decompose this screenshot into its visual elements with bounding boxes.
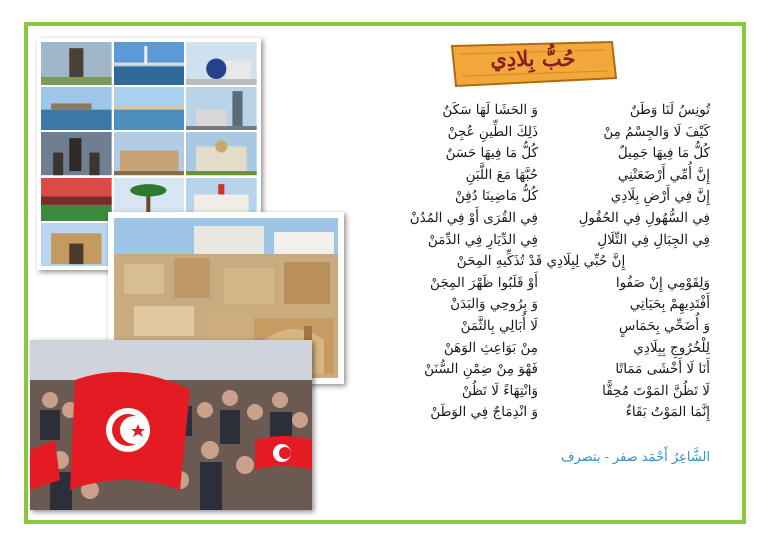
- fort-tile: [114, 132, 185, 175]
- poem-line: [372, 230, 710, 252]
- hemistich-first: فِي السُّهُولِ فِي الحُقُولِ: [578, 209, 710, 226]
- coast-tile: [114, 87, 185, 130]
- author-name: الشَّاعِرُ أَحْمَد صفر: [612, 450, 710, 465]
- hemistich-first: كَيْفَ لَا وَالجِسْمُ مِنْ: [603, 123, 710, 140]
- hemistich-second: فِي الدِّيَارِ فِي الدِّمَنْ: [427, 231, 538, 248]
- hemistich-first: إِنَّمَا المَوْتُ بَقَاءٌ: [625, 404, 710, 421]
- kasbah-tile: [186, 132, 257, 175]
- poem-line: [372, 359, 710, 381]
- poem-line: [372, 402, 710, 424]
- poem-line: [372, 338, 710, 360]
- hemistich-first: إِنَّ أُمِّي أَرْضَعَتْنِي: [617, 166, 710, 183]
- hemistich-second: فِي القُرَى أَوْ فِي المُدُنْ: [409, 209, 538, 226]
- hemistich-first: إِنَّ فِي أَرْضِ بِلَادِي: [610, 188, 710, 205]
- hemistich-second: وَ بِرُوحِي وَالبَدَنْ: [450, 296, 538, 313]
- hemistich-second: مِنْ بَوَاعِثِ الوَهَنْ: [443, 339, 538, 356]
- poem-line: [372, 100, 710, 122]
- poem-line: [372, 273, 710, 295]
- harbor-tile: [41, 87, 112, 130]
- hemistich-second: كُلُّ مَا فِيهَا حَسَنٌ: [445, 145, 538, 162]
- hemistich-second: كُلُّ مَاضِينَا دُفِنْ: [454, 188, 538, 205]
- hemistich-first: لَا تَظُنَّ المَوْتَ مُحِقًّا: [602, 382, 710, 399]
- museum-tile: [186, 42, 257, 85]
- gate-tile: [41, 223, 112, 266]
- hemistich-first: لِلْخُرُوجِ بِبِلَادِي: [633, 339, 710, 356]
- title-board: [448, 40, 618, 88]
- poem-line: [372, 186, 710, 208]
- hemistich-second: وَ انْدِمَاجٌ فِي الوَطَنْ: [430, 404, 538, 421]
- adaptation-note: بتصرف: [561, 450, 601, 465]
- skyline-tile: [186, 87, 257, 130]
- poem-author-credit: [530, 450, 710, 465]
- poem-stanza-1: [372, 100, 710, 251]
- hemistich-second: أَوْ قَلَبُوا ظَهْرَ المِجَنْ: [430, 274, 538, 291]
- hemistich-first: أَفْتَدِيهِمْ بِحَيَاتِي: [629, 296, 710, 313]
- hemistich-first: وَلِقَوْمِي إِنْ صَفُوا: [615, 274, 710, 291]
- hemistich-second: وَ الحَشَا لَهَا سَكَنٌ: [442, 102, 538, 118]
- poem-line: [372, 381, 710, 403]
- hemistich-second: حُبَّهَا مَعَ اللَّبَنِ: [465, 166, 538, 183]
- hemistich-first: أَنَا لَا أَخْشَى مَمَاتًا: [615, 361, 710, 378]
- hemistich-second: ذَلِكَ الطِّينِ عُجِنْ: [447, 123, 538, 140]
- crowd-with-flags-photo: [30, 340, 312, 510]
- poem-line: [372, 294, 710, 316]
- hemistich-second: فَهْوَ مِنْ ضِمْنِ السُّنَنْ: [424, 361, 538, 378]
- hemistich-first: فِي الجِبَالِ فِي التِّلَالِ: [597, 231, 710, 248]
- minaret-tile: [41, 132, 112, 175]
- statue-tile: [41, 42, 112, 85]
- poem-line: [372, 122, 710, 144]
- hemistich-second: لَا أُبَالِي بِالثَّمَنْ: [460, 317, 538, 334]
- poem-title: حُبُّ بِلادِي: [490, 46, 576, 71]
- stadium-tile: [41, 178, 112, 221]
- poem-line: [372, 208, 710, 230]
- poem-line: [372, 316, 710, 338]
- hemistich-first: تُونِسُ لَنَا وَطَنٌ: [629, 102, 710, 118]
- poem-stanza-2: [372, 273, 710, 424]
- poem-line: [372, 143, 710, 165]
- poem-line: [372, 165, 710, 187]
- poem-center-line: إِنَّ حُبِّي لِبِلَادِي قَدْ تُذَكِّيهِ المِحَنْ: [456, 253, 626, 270]
- hemistich-second: وَانْتِهَاءً لَا تَظُنْ: [461, 382, 538, 399]
- poem-body: [372, 100, 710, 424]
- author-separator: -: [604, 450, 609, 465]
- hemistich-first: وَ أُضَحِّي بِحَمَاسٍ: [618, 317, 710, 334]
- hemistich-first: كُلُّ مَا فِيهَا جَمِيلٌ: [617, 145, 710, 162]
- bridge-tile: [114, 42, 185, 85]
